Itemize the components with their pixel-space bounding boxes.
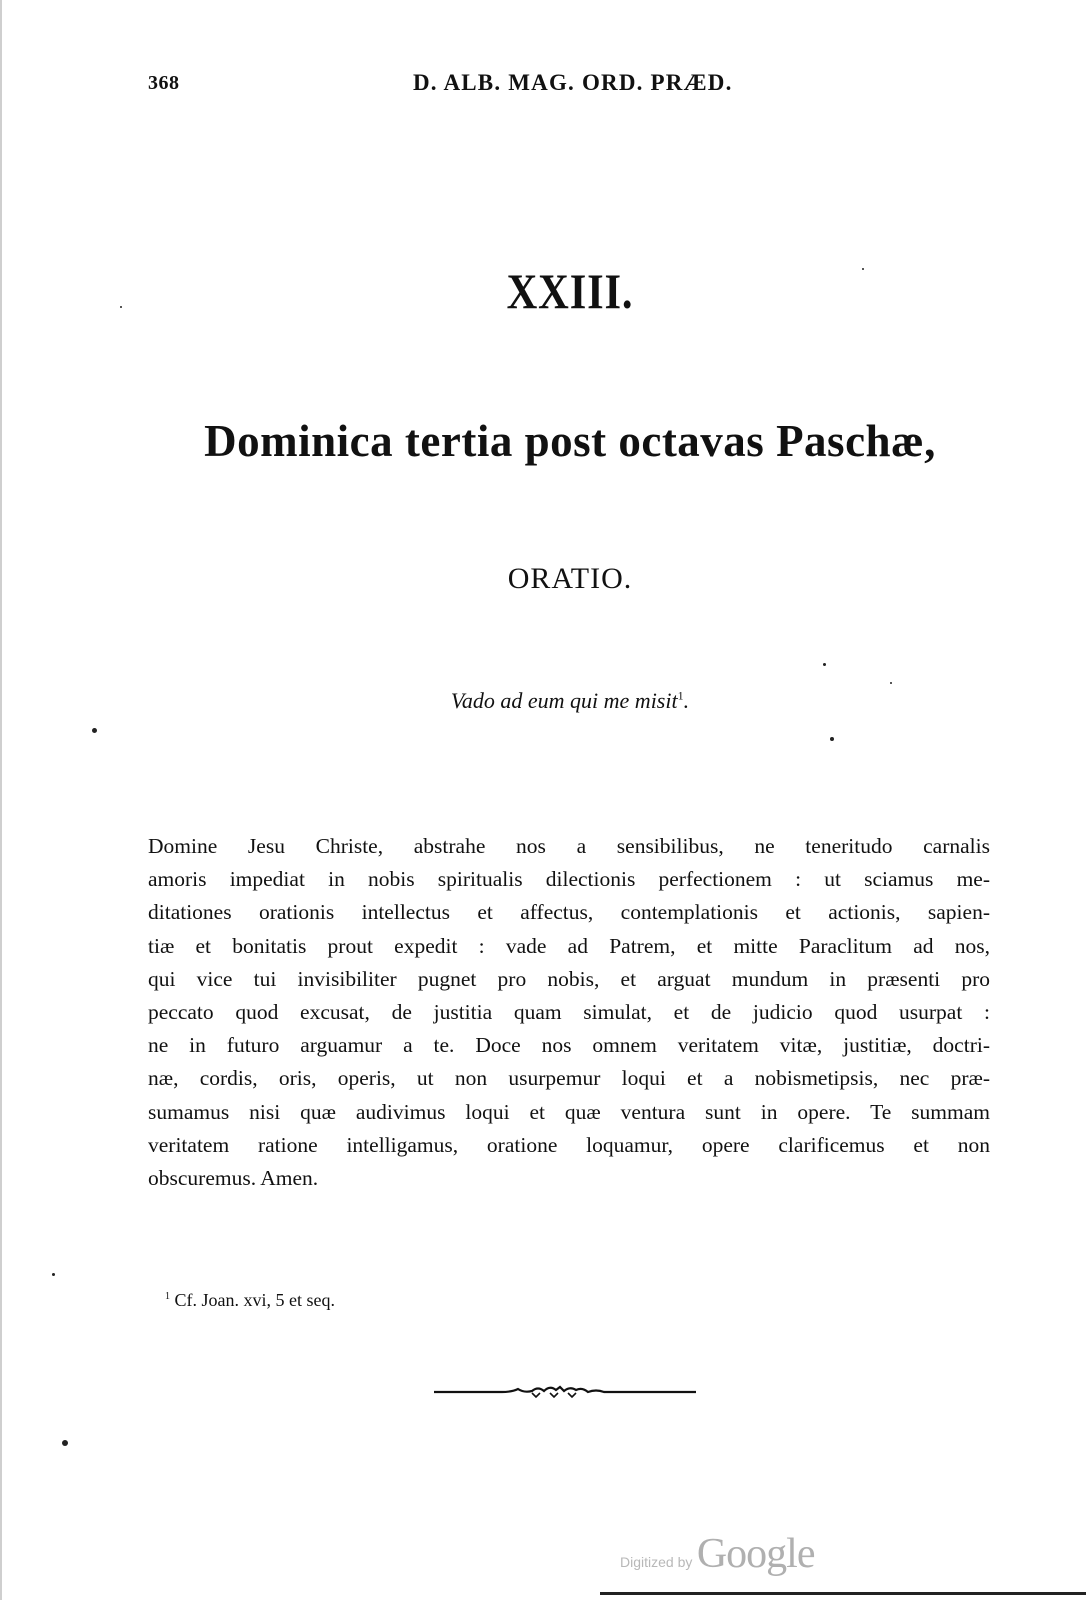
text-line: sumamus nisi quæ audivimus loqui et quæ ventura sunt in opere. Te summam xyxy=(148,1099,990,1124)
text-line: tiæ et bonitatis prout expedit : vade ad Patrem, et mitte Paraclitum ad nos, xyxy=(148,933,990,958)
running-head xyxy=(148,70,988,100)
page-number: 368 xyxy=(148,72,180,94)
ink-speck xyxy=(92,728,97,733)
running-head-title: D. ALB. MAG. ORD. PRÆD. xyxy=(413,70,733,95)
text-line: veritatem ratione intelligamus, oratione loquamur, opere clarificemus et non xyxy=(148,1132,990,1157)
footnote-text: Cf. Joan. xvi, 5 et seq. xyxy=(174,1290,335,1310)
oratio-heading: ORATIO. xyxy=(507,562,633,595)
epigraph-period: . xyxy=(683,688,690,713)
ink-speck xyxy=(823,663,826,666)
section-title: Dominica tertia post octavas Paschæ, xyxy=(204,416,936,466)
footnote xyxy=(165,1290,335,1311)
epigraph-text: Vado ad eum qui me misit xyxy=(450,688,678,713)
page-left-edge xyxy=(0,0,2,1600)
decorative-rule-icon xyxy=(432,1380,698,1404)
chapter-number: XXIII. xyxy=(506,263,634,319)
prayer-text xyxy=(148,830,990,1195)
watermark-prefix: Digitized by xyxy=(620,1554,693,1570)
ink-speck xyxy=(62,1440,68,1446)
ink-speck xyxy=(830,737,834,741)
text-line: næ, cordis, oris, operis, ut non usurpemur loqui et a nobismetipsis, nec præ- xyxy=(148,1066,990,1091)
text-line: ditationes orationis intellectus et affectus, contemplationis et actionis, sapien- xyxy=(148,900,990,925)
ink-speck xyxy=(52,1273,55,1276)
ink-speck xyxy=(120,306,122,308)
epigraph xyxy=(0,688,1086,714)
text-line: peccato quod excusat, de justitia quam simulat, et de judicio quod usurpat : xyxy=(148,999,990,1024)
page-bottom-edge xyxy=(600,1592,1086,1595)
footnote-mark: 1 xyxy=(165,1291,170,1302)
text-line: obscuremus. Amen. xyxy=(148,1165,319,1190)
text-line: ne in futuro arguamur a te. Doce nos omnem veritatem vitæ, justitiæ, doctri- xyxy=(148,1033,990,1058)
digitized-watermark xyxy=(620,1530,815,1577)
ink-speck xyxy=(862,268,864,270)
text-line: Domine Jesu Christe, abstrahe nos a sensibilibus, ne teneritudo carnalis xyxy=(148,834,990,858)
text-line: qui vice tui invisibiliter pugnet pro nobis, et arguat mundum in præsenti pro xyxy=(148,966,990,991)
ink-speck xyxy=(890,682,892,684)
text-line: amoris impediat in nobis spiritualis dilectionis perfectionem : ut sciamus me- xyxy=(148,867,990,892)
watermark-brand: Google xyxy=(696,1531,815,1577)
footnote-reference: 1 xyxy=(677,688,684,703)
